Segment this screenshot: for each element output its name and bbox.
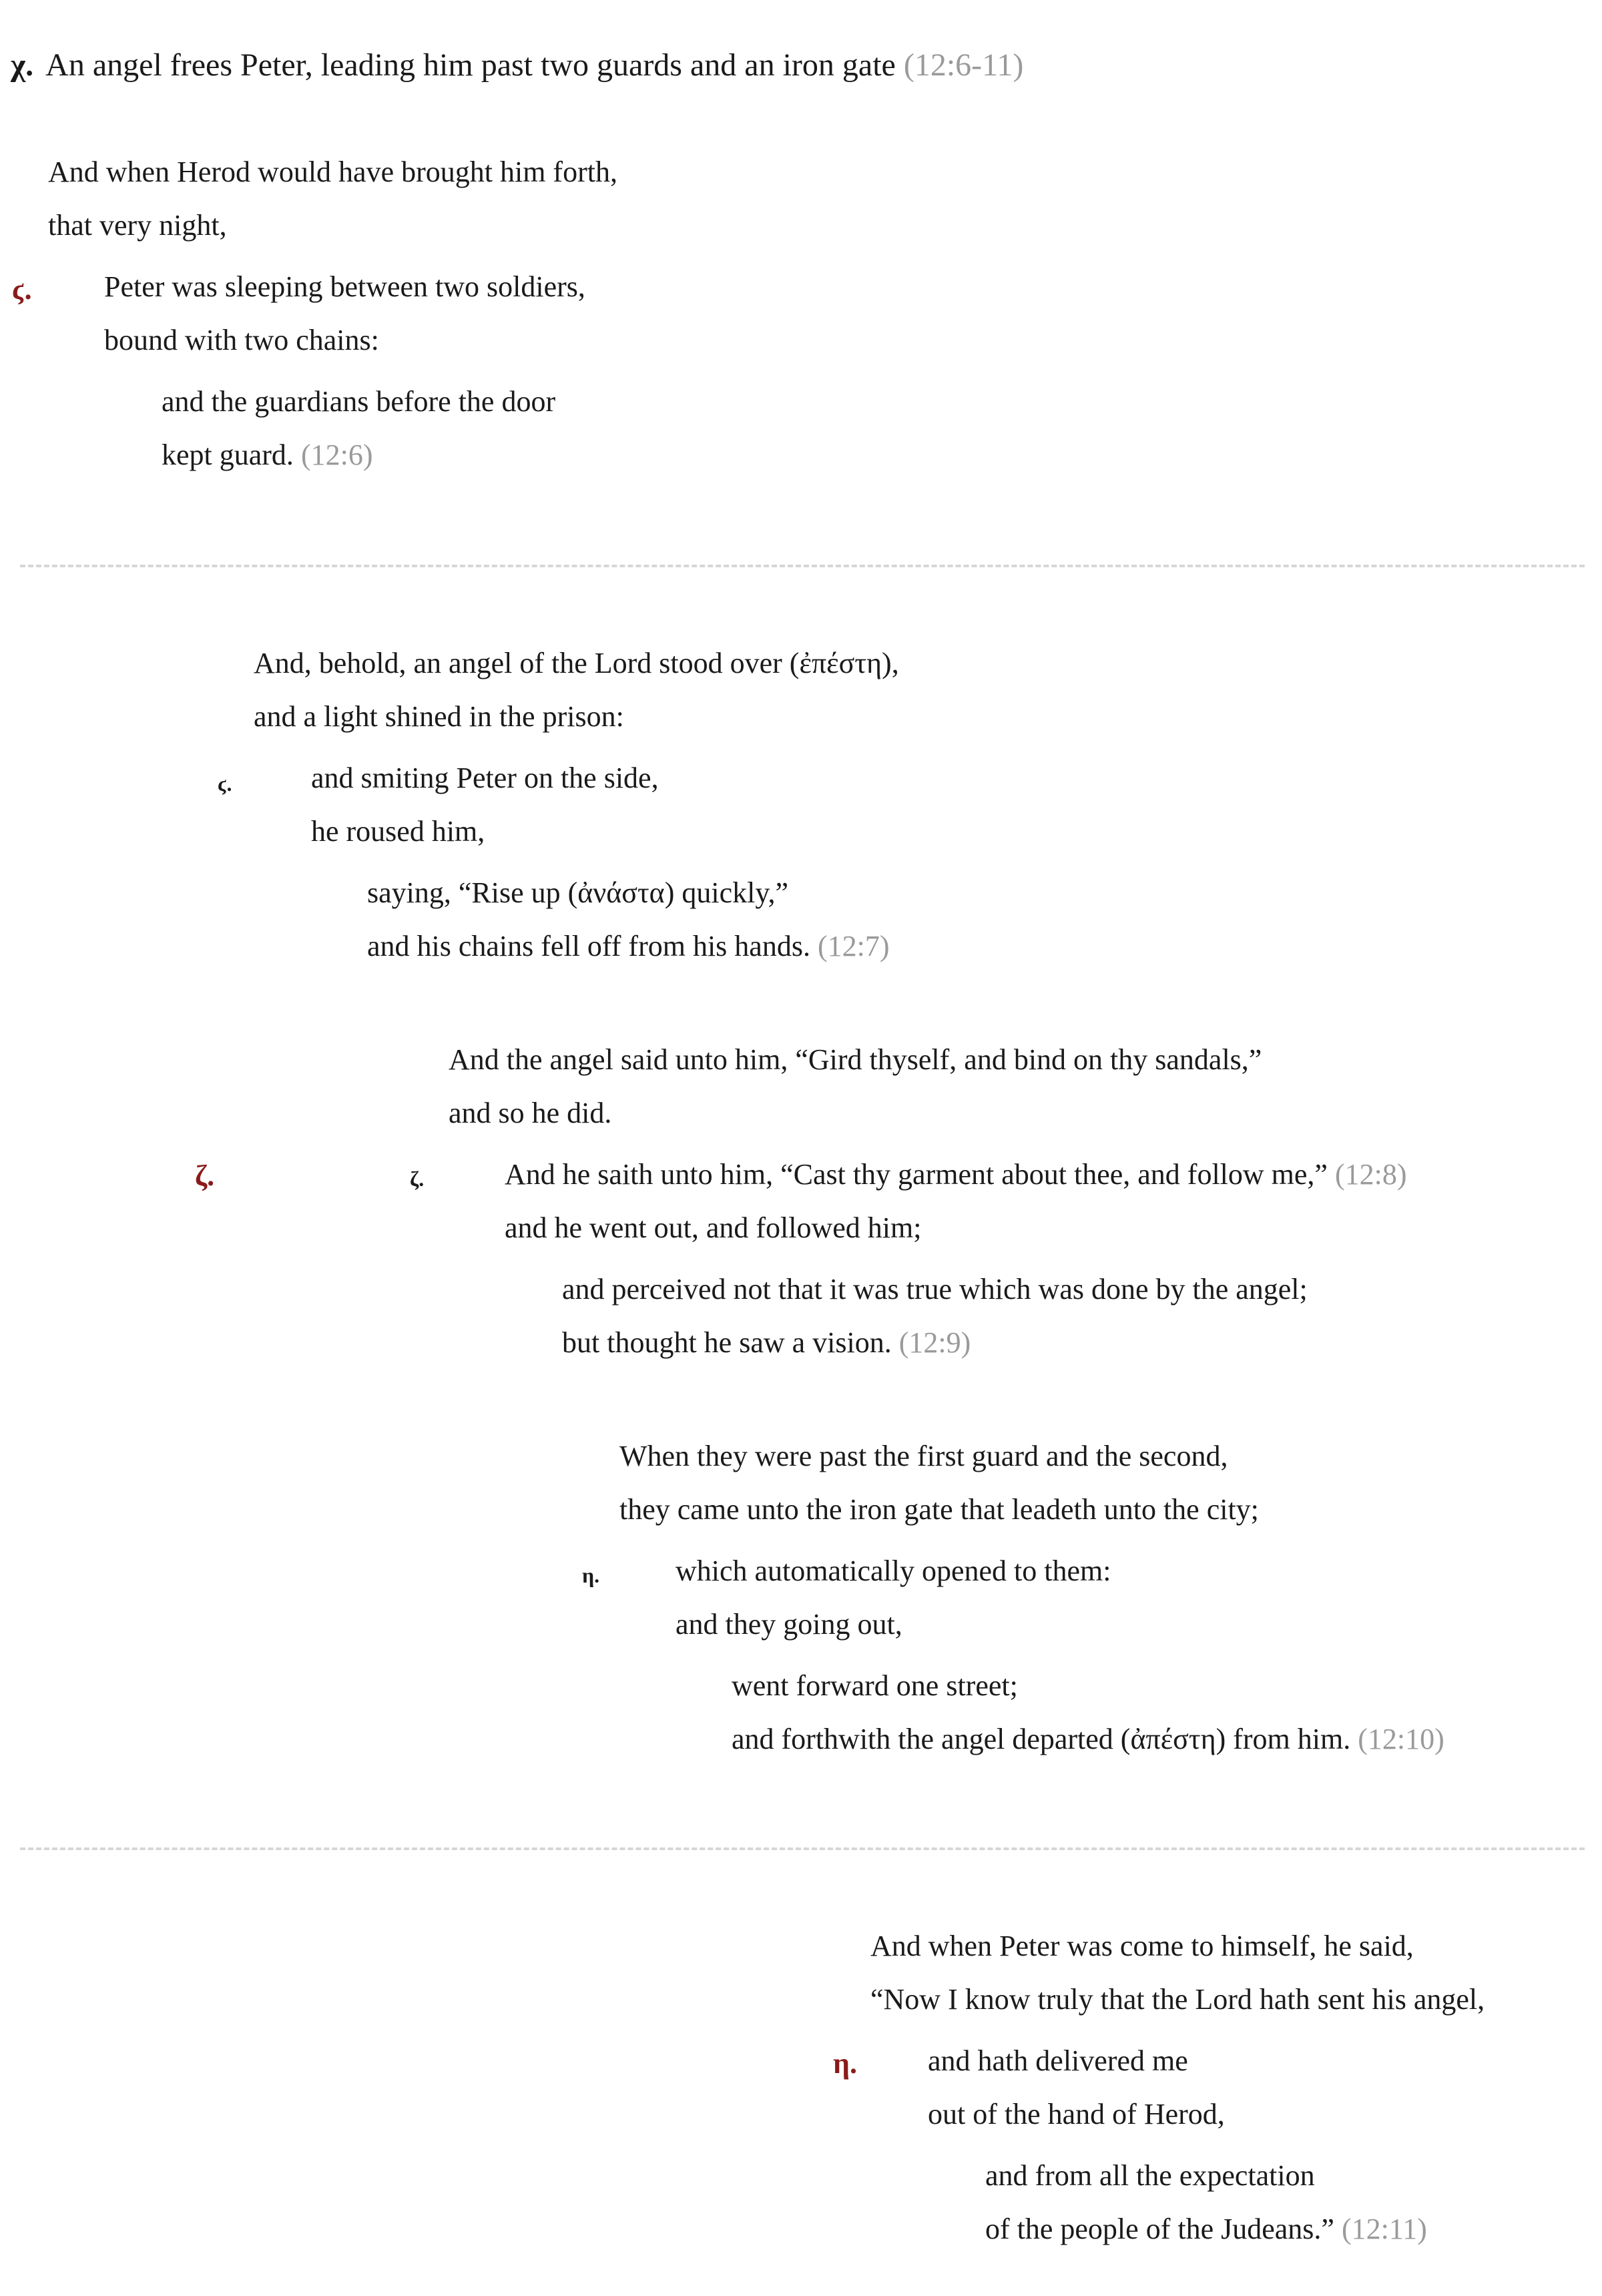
- verse-line: And when Peter was come to himself, he said,: [870, 1930, 1414, 1962]
- verse-line: out of the hand of Herod,: [928, 2098, 1225, 2130]
- verse-line: and the guardians before the door: [162, 385, 556, 418]
- chiasm-marker: ϛ.: [218, 772, 232, 796]
- verse-line: And, behold, an angel of the Lord stood over (ἐπέστη),: [254, 647, 899, 679]
- chiasm-marker: ζ.: [195, 1159, 215, 1192]
- verse-line: and he went out, and followed him;: [505, 1211, 922, 1244]
- chiasm-marker: η.: [833, 2047, 857, 2080]
- verse-text: and his chains fell off from his hands.: [367, 930, 810, 962]
- verse-line: [732, 1725, 1444, 1754]
- verse-line: which automatically opened to them:: [676, 1554, 1111, 1587]
- section-divider: [20, 565, 1585, 567]
- section-divider: [20, 1847, 1585, 1850]
- verse-ref: (12:8): [1334, 1158, 1407, 1191]
- verse-line: And when Herod would have brought him forth,: [48, 156, 617, 188]
- verse-text: and forthwith the angel departed (ἀπέστη) from him.: [732, 1723, 1351, 1755]
- verse-line: [505, 1160, 1406, 1189]
- verse-line: [562, 1328, 971, 1358]
- verse-line: and so he did.: [449, 1097, 612, 1129]
- verse-line: [985, 2215, 1427, 2244]
- verse-line: and smiting Peter on the side,: [311, 762, 659, 794]
- verse-ref: (12:9): [898, 1326, 971, 1359]
- verse-ref: (12:11): [1341, 2213, 1427, 2245]
- verse-text: of the people of the Judeans.”: [985, 2213, 1334, 2245]
- verse-line: “Now I know truly that the Lord hath sent his angel,: [870, 1983, 1485, 2016]
- verse-line: that very night,: [48, 209, 227, 242]
- verse-line: And the angel said unto him, “Gird thyself, and bind on thy sandals,”: [449, 1043, 1262, 1076]
- chiasm-marker: ζ.: [410, 1167, 425, 1191]
- section-marker: χ.: [11, 47, 34, 83]
- verse-line: and a light shined in the prison:: [254, 700, 624, 733]
- verse-ref: (12:10): [1358, 1723, 1444, 1755]
- verse-text: kept guard.: [162, 439, 294, 471]
- verse-line: they came unto the iron gate that leadeth unto the city;: [619, 1493, 1259, 1526]
- verse-text: And he saith unto him, “Cast thy garment about thee, and follow me,”: [505, 1158, 1328, 1191]
- verse-line: and they going out,: [676, 1608, 902, 1641]
- section-title: An angel frees Peter, leading him past two guards and an iron gate: [45, 47, 896, 83]
- verse-line: saying, “Rise up (ἀνάστα) quickly,”: [367, 876, 789, 909]
- verse-line: bound with two chains:: [104, 324, 379, 356]
- section-heading: [11, 49, 1023, 81]
- verse-line: [367, 932, 889, 961]
- verse-text: but thought he saw a vision.: [562, 1326, 892, 1359]
- section-ref: (12:6-11): [903, 47, 1024, 83]
- verse-ref: (12:6): [300, 439, 373, 471]
- verse-line: he roused him,: [311, 815, 485, 848]
- verse-line: went forward one street;: [732, 1669, 1018, 1702]
- verse-line: and from all the expectation: [985, 2159, 1315, 2192]
- verse-line: When they were past the first guard and the second,: [619, 1440, 1228, 1472]
- verse-line: and hath delivered me: [928, 2044, 1188, 2077]
- chiasm-marker: ϛ.: [12, 273, 32, 306]
- verse-line: Peter was sleeping between two soldiers,: [104, 270, 585, 303]
- verse-line: and perceived not that it was true which was done by the angel;: [562, 1273, 1308, 1306]
- chiasm-marker: η.: [582, 1563, 600, 1587]
- verse-line: [162, 441, 372, 470]
- verse-ref: (12:7): [817, 930, 890, 962]
